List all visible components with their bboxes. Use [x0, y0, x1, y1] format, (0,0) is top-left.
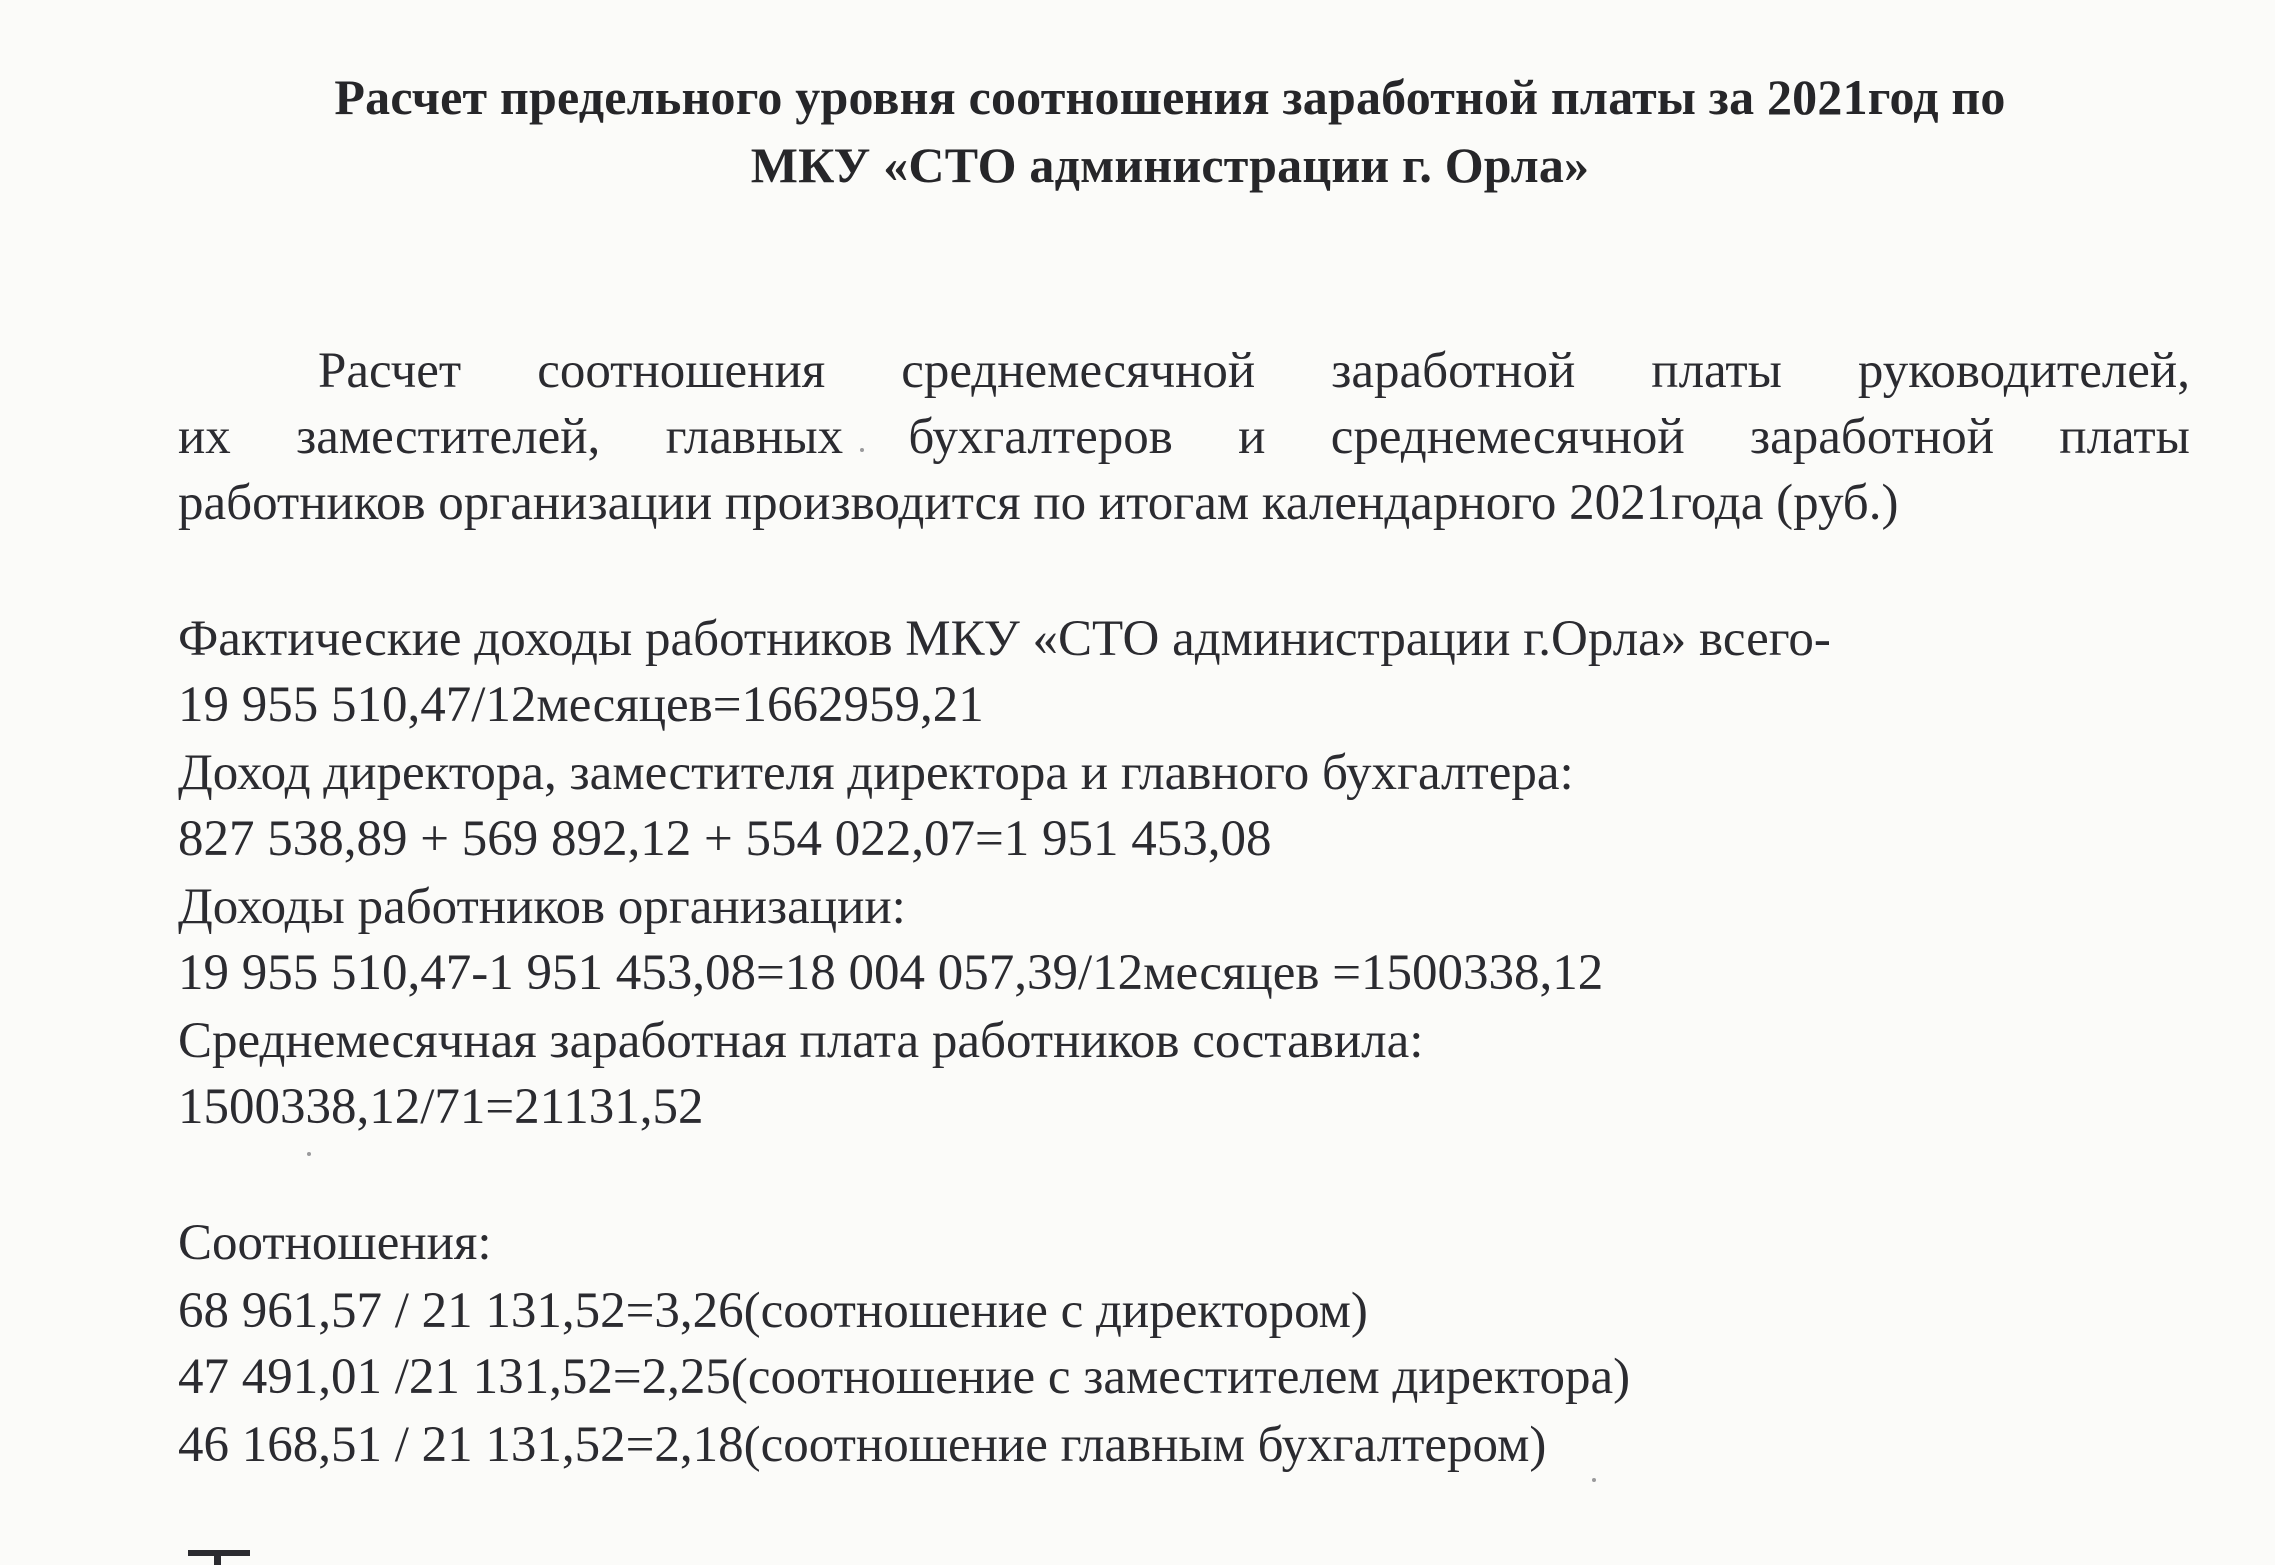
intro-word: бухгалтеров — [908, 409, 1173, 465]
management-income-label: Доход директора, заместителя директора и главного бухгалтера: — [178, 745, 1574, 801]
intro-line-1 — [318, 338, 2190, 404]
intro-word: заместителей, — [296, 409, 601, 465]
cut-off-text-fragment — [188, 1542, 256, 1565]
document-title-line-1: Расчет предельного уровня соотношения заработной платы за 2021год по — [334, 69, 2006, 125]
intro-line-3: работников организации производится по итогам календарного 2021года (руб.) — [178, 475, 1899, 531]
scan-speck — [860, 448, 864, 452]
management-income-value: 827 538,89 + 569 892,12 + 554 022,07=1 951 453,08 — [178, 811, 1272, 867]
ratio-deputy-director: 47 491,01 /21 131,52=2,25(соотношение с заместителем директора) — [178, 1349, 1631, 1405]
scan-speck — [1592, 1478, 1596, 1482]
intro-word: платы — [2059, 409, 2190, 465]
intro-word: среднемесячной — [901, 343, 1256, 399]
avg-salary-value: 1500338,12/71=21131,52 — [178, 1079, 704, 1135]
ratio-chief-accountant: 46 168,51 / 21 131,52=2,18(соотношение главным бухгалтером) — [178, 1417, 1547, 1473]
document-title-line-2: МКУ «СТО администрации г. Орла» — [750, 137, 1590, 193]
avg-salary-label: Среднемесячная заработная плата работников составила: — [178, 1013, 1424, 1069]
total-income-value: 19 955 510,47/12месяцев=1662959,21 — [178, 677, 984, 733]
intro-word: соотношения — [537, 343, 826, 399]
intro-word: заработной — [1749, 409, 1995, 465]
intro-word: и — [1238, 409, 1266, 465]
intro-word: руководителей, — [1857, 343, 2190, 399]
intro-word: Расчет — [318, 343, 462, 399]
scan-speck — [307, 1152, 311, 1156]
ratio-director: 68 961,57 / 21 131,52=3,26(соотношение с директором) — [178, 1283, 1368, 1339]
staff-income-value: 19 955 510,47-1 951 453,08=18 004 057,39/12месяцев =1500338,12 — [178, 945, 1604, 1001]
ratios-label: Соотношения: — [178, 1215, 492, 1271]
intro-word: заработной — [1331, 343, 1576, 399]
intro-word: главных — [665, 409, 844, 465]
intro-line-2 — [178, 404, 2190, 470]
intro-word: среднемесячной — [1330, 409, 1685, 465]
intro-word: платы — [1651, 343, 1782, 399]
staff-income-label: Доходы работников организации: — [178, 879, 906, 935]
intro-word: их — [178, 409, 231, 465]
total-income-label: Фактические доходы работников МКУ «СТО администрации г.Орла» всего- — [178, 611, 1831, 667]
